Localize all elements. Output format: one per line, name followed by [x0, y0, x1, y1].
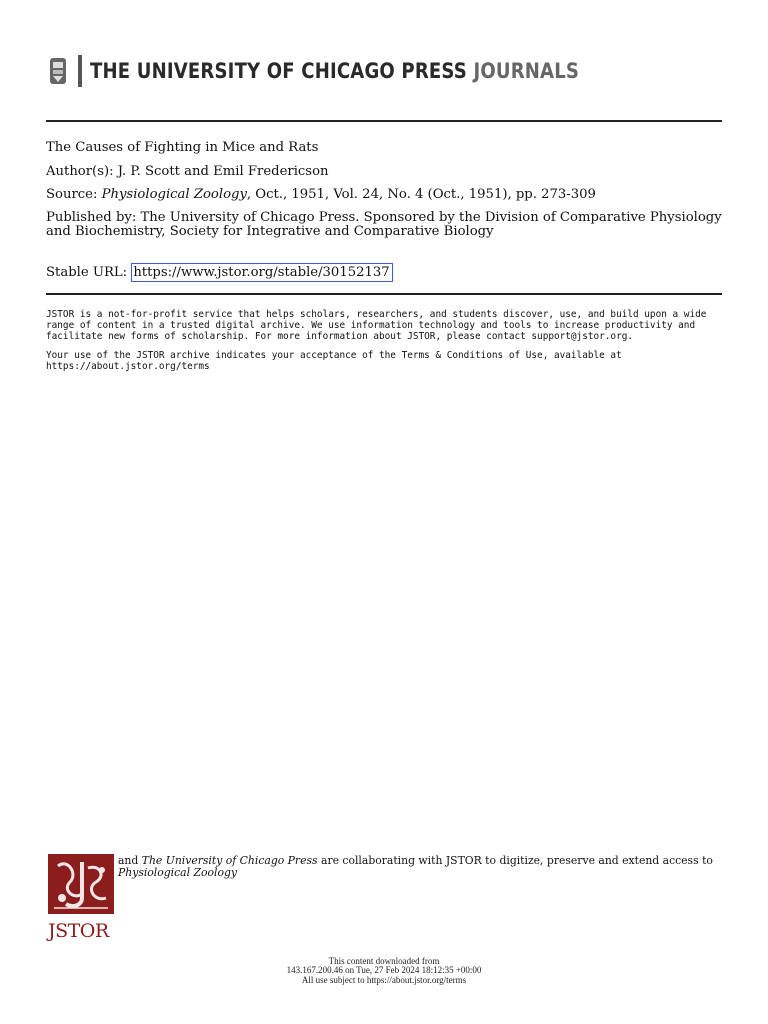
press-seal-icon — [48, 56, 68, 86]
notice-paragraph-2: Your use of the JSTOR archive indicates your acceptance of the Terms & Conditions of Use, available at https://about.jstor.org/terms — [46, 350, 622, 372]
jstor-wordmark: JSTOR — [48, 920, 109, 942]
article-stable-url: Stable URL: https://www.jstor.org/stable/30152137 — [46, 263, 722, 282]
notice-paragraph-1: JSTOR is a not-for-profit service that helps scholars, researchers, and students discover, use, and build upon a wide range of content in a trusted digital archive. We use information technology and tools to increase productivity and facilitate new forms of scholarship. For more information about JSTOR, please contact support@jstor.org. — [46, 309, 707, 342]
article-title: The Causes of Fighting in Mice and Rats — [46, 140, 319, 155]
download-footer: This content downloaded from 143.167.200.46 on Tue, 27 Feb 2024 18:12:35 +00:00 All use subject to https://about.jstor.org/terms — [286, 956, 482, 985]
article-publisher: Published by: The University of Chicago Press. Sponsored by the Division of Comparative Physiology and Biochemistry, Society for Integrative and Comparative Biology — [46, 210, 722, 239]
jstor-logo-block — [48, 854, 114, 942]
article-authors: Author(s): J. P. Scott and Emil Fredericson — [46, 164, 329, 179]
journals-label: JOURNALS — [473, 59, 580, 83]
publisher-name: THE UNIVERSITY OF CHICAGO PRESS — [90, 59, 467, 83]
collaboration-statement: and The University of Chicago Press are collaborating with JSTOR to digitize, preserve and extend access to Physiological Zoology — [118, 854, 713, 879]
notice-rule — [46, 293, 722, 295]
publisher-title — [90, 59, 579, 83]
authors-value: J. P. Scott and Emil Fredericson — [117, 164, 329, 179]
jstor-notice — [46, 309, 726, 342]
collab-journal-name: Physiological Zoology — [118, 866, 237, 879]
top-rule — [46, 120, 722, 122]
article-source: Source: Physiological Zoology, Oct., 1951, Vol. 24, No. 4 (Oct., 1951), pp. 273-309 — [46, 187, 596, 202]
stable-url-link[interactable]: https://www.jstor.org/stable/30152137 — [131, 263, 392, 282]
header-divider — [78, 55, 82, 87]
jstor-logo-icon — [48, 854, 114, 914]
publisher-header — [48, 54, 659, 88]
terms-notice — [46, 350, 726, 372]
publisher-value: The University of Chicago Press. Sponsored by the Division of Comparative Physiology and Biochemistry, Society for Integrative and Comparative Biology — [46, 210, 722, 239]
journal-name: Physiological Zoology — [101, 187, 247, 202]
